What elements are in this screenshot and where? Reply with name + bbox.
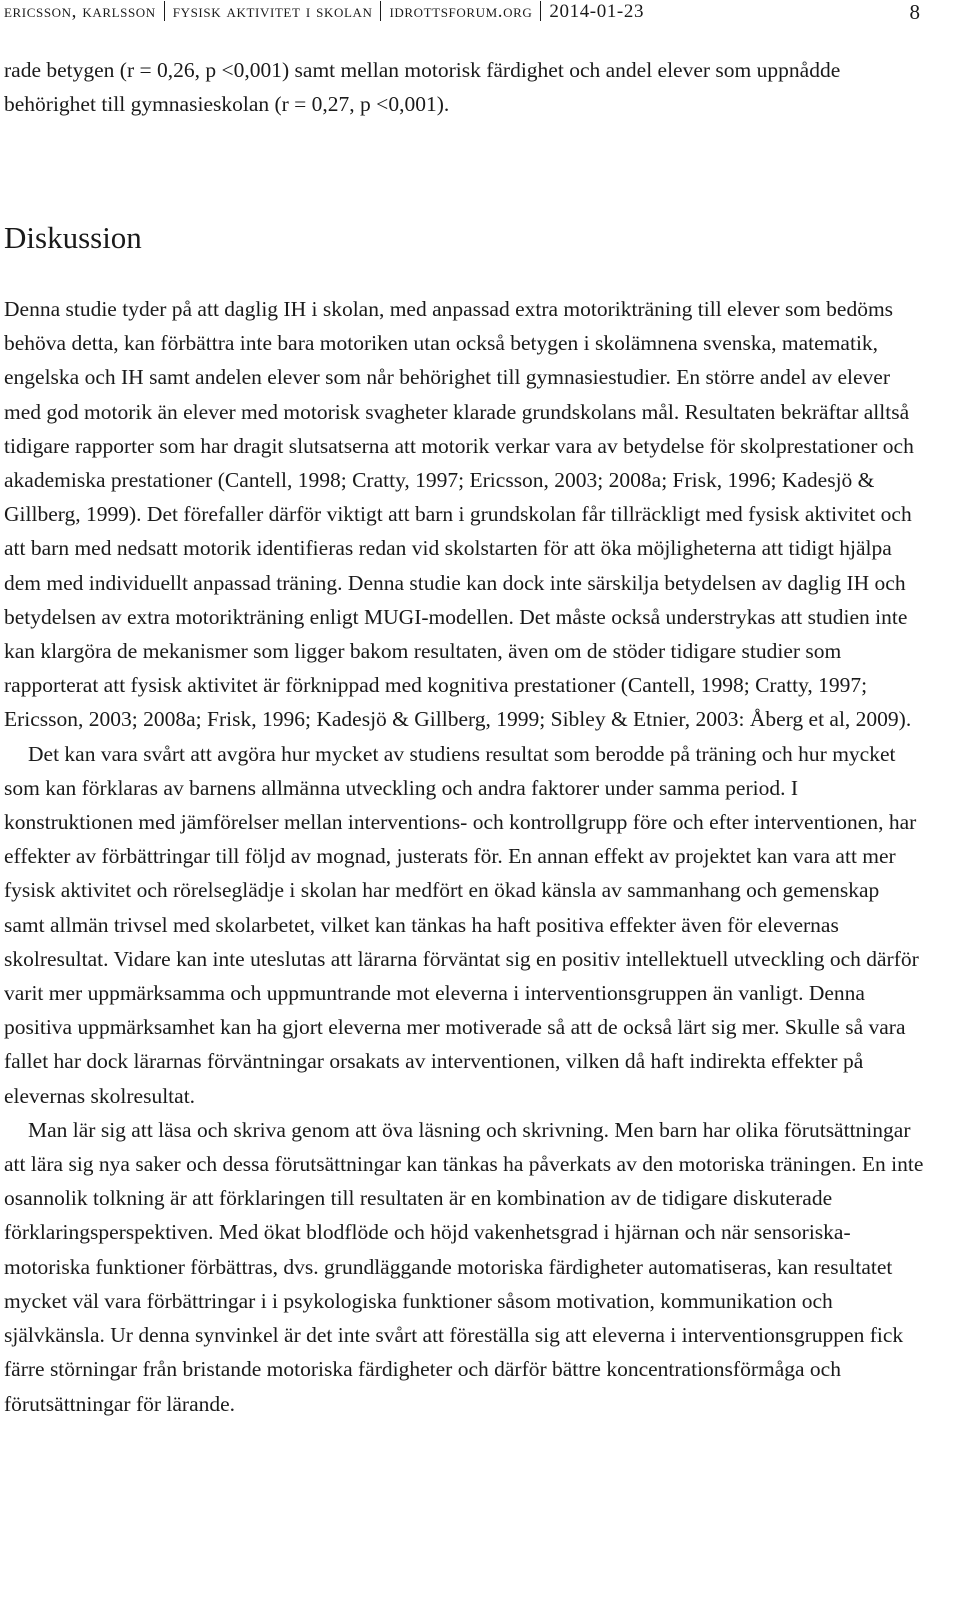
header-title: fysisk aktivitet i skolan (172, 1, 373, 22)
header-site: idrottsforum.org (389, 1, 533, 22)
paragraph: Man lär sig att läsa och skriva genom att öva läsning och skrivning. Men barn har olika förutsättningar att lära sig nya saker och dessa förutsättningar kan tänkas ha påverkats av den motoriska träningen. En inte osannolik tolkning är att förklaringen till resultaten är en kombination av de tidigare diskuterade förklaringsperspektiven. Med ökat blodflöde och höjd vakenhetsgrad i hjärnan och när sensoriska-motoriska funktioner förbättras, dvs. grundläggande motoriska färdigheter automatiseras, kan resultatet mycket väl vara förbättringar i i psykologiska funktioner såsom motivation, kommunikation och självkänsla. Ur denna synvinkel är det inte svårt att föreställa sig att eleverna i interventionsgruppen fick färre störningar från bristande motoriska färdigheter och därför bättre koncentrationsförmåga och förutsättningar för lärande. (4, 1117, 924, 1416)
intro-paragraph: rade betygen (r = 0,26, p <0,001) samt mellan motorisk färdighet och andel elever som uppnådde behörighet till gymnasieskolan (r = 0,27, p <0,001). (4, 58, 841, 117)
page-number: 8 (909, 0, 920, 24)
paragraph: Denna studie tyder på att daglig IH i skolan, med anpassad extra motorikträning till elever som bedöms behöva detta, kan förbättra inte bara motoriken utan också betygen i skolämnena svenska, matematik, engelska och IH samt andelen elever som når behörighet till gymnasiestudier. En större andel av elever med god motorik än elever med motorisk svagheter klarade grundskolans mål. Resultaten bekräftar alltså tidigare rapporter som har dragit slutsatserna att motorik verkar vara av betydelse för skolprestationer och akademiska prestationer (Cantell, 1998; Cratty, 1997; Ericsson, 2003; 2008a; Frisk, 1996; Kadesjö & Gillberg, 1999). Det förefaller därför viktigt att barn i grundskolan får tillräckligt med fysisk aktivitet och att barn med nedsatt motorik identifieras redan vid skolstarten för att öka möjligheterna att tidigt hjälpa dem med individuellt anpassad träning. Denna studie kan dock inte särskilja betydelsen av daglig IH och betydelsen av extra motorikträning enligt MUGI-modellen. Det måste också understrykas att studien inte kan klargöra de mekanismer som ligger bakom resultaten, även om de stöder tidigare studier som rapporterat att fysisk aktivitet är förknippad med kognitiva prestationer (Cantell, 1998; Cratty, 1997; Ericsson, 2003; 2008a; Frisk, 1996; Kadesjö & Gillberg, 1999; Sibley & Etnier, 2003: Åberg et al, 2009). (4, 297, 914, 732)
section-body (4, 292, 924, 1421)
header-date: 2014-01-23 (549, 1, 645, 22)
header-separator (380, 1, 381, 21)
running-header (4, 0, 920, 28)
header-separator (164, 1, 165, 21)
paragraph: Det kan vara svårt att avgöra hur mycket av studiens resultat som berodde på träning och hur mycket som kan förklaras av barnens allmänna utveckling och andra faktorer under samma period. I konstruktionen med jämförelser mellan interventions- och kontrollgrupp före och efter interventionen, har effekter av förbättringar till följd av mognad, justerats för. En annan effekt av projektet kan vara att mer fysisk aktivitet och rörelseglädje i skolan har medfört en ökad känsla av sammanhang och gemenskap samt allmän trivsel med skolarbetet, vilket kan tänkas ha haft positiva effekter även för elevernas skolresultat. Vidare kan inte uteslutas att lärarna förväntat sig en positiv intellektuell utveckling och därför varit mer uppmärksamma och uppmuntrande mot eleverna i interventionsgruppen än vanligt. Denna positiva uppmärksamhet kan ha gjort eleverna mer motiverade så att de också lärt sig mer. Skulle så vara fallet har dock lärarnas förväntningar orsakats av interventionen, vilken då haft indirekta effekter på elevernas skolresultat. (4, 741, 919, 1108)
header-separator (540, 1, 541, 21)
header-authors: ericsson, karlsson (4, 1, 156, 22)
section-heading: Diskussion (4, 220, 142, 255)
